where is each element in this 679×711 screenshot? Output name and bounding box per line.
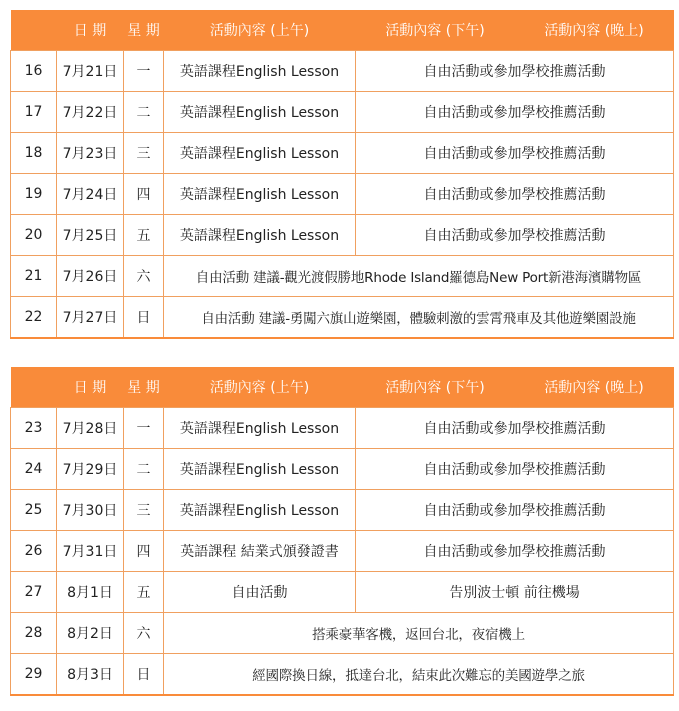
header-date: 日 期 [57, 10, 124, 51]
weekday-cell: 一 [124, 51, 164, 92]
weekday-cell: 六 [124, 613, 164, 654]
day-number-cell: 28 [11, 613, 57, 654]
morning-activity-cell: 英語課程English Lesson [164, 215, 356, 256]
weekday-cell: 四 [124, 174, 164, 215]
date-cell: 8月2日 [57, 613, 124, 654]
table-row [11, 449, 674, 490]
weekday-cell: 二 [124, 92, 164, 133]
afternoon-evening-activity-cell: 自由活動或參加學校推薦活動 [356, 174, 674, 215]
full-day-activity-cell: 經國際換日線，抵達台北，結束此次難忘的美國遊學之旅 [164, 654, 674, 696]
afternoon-evening-activity-cell: 自由活動或參加學校推薦活動 [356, 531, 674, 572]
day-number-cell: 19 [11, 174, 57, 215]
header-row [11, 10, 674, 51]
day-number-cell: 21 [11, 256, 57, 297]
afternoon-evening-activity-cell: 自由活動或參加學校推薦活動 [356, 133, 674, 174]
date-cell: 7月22日 [57, 92, 124, 133]
day-number-cell: 27 [11, 572, 57, 613]
header-weekday: 星 期 [124, 10, 164, 51]
date-cell: 7月26日 [57, 256, 124, 297]
afternoon-evening-activity-cell: 自由活動或參加學校推薦活動 [356, 92, 674, 133]
table-row [11, 572, 674, 613]
table-row [11, 613, 674, 654]
table-row [11, 92, 674, 133]
afternoon-evening-activity-cell: 自由活動或參加學校推薦活動 [356, 490, 674, 531]
full-day-activity-cell: 自由活動 建議-勇闖六旗山遊樂園，體驗刺激的雲霄飛車及其他遊樂園設施 [164, 297, 674, 339]
header-date: 日 期 [57, 367, 124, 408]
afternoon-evening-activity-cell: 自由活動或參加學校推薦活動 [356, 51, 674, 92]
date-cell: 7月27日 [57, 297, 124, 339]
weekday-cell: 日 [124, 297, 164, 339]
date-cell: 7月25日 [57, 215, 124, 256]
date-cell: 7月24日 [57, 174, 124, 215]
weekday-cell: 日 [124, 654, 164, 696]
header-row [11, 367, 674, 408]
header-evening: 活動內容 (晚上) [515, 367, 674, 408]
schedule-table-week-1 [10, 10, 674, 339]
afternoon-evening-activity-cell: 自由活動或參加學校推薦活動 [356, 449, 674, 490]
full-day-activity-cell: 自由活動 建議-觀光渡假勝地Rhode Island羅德島New Port新港海濱購物區 [164, 256, 674, 297]
full-day-activity-cell: 搭乘豪華客機，返回台北，夜宿機上 [164, 613, 674, 654]
day-number-cell: 24 [11, 449, 57, 490]
table-row [11, 654, 674, 696]
morning-activity-cell: 英語課程English Lesson [164, 133, 356, 174]
table-row [11, 531, 674, 572]
afternoon-evening-activity-cell: 自由活動或參加學校推薦活動 [356, 215, 674, 256]
weekday-cell: 六 [124, 256, 164, 297]
schedule-table-week-2 [10, 367, 674, 696]
table-body [11, 51, 674, 339]
header-evening: 活動內容 (晚上) [515, 10, 674, 51]
morning-activity-cell: 英語課程English Lesson [164, 92, 356, 133]
date-cell: 8月1日 [57, 572, 124, 613]
afternoon-evening-activity-cell: 自由活動或參加學校推薦活動 [356, 408, 674, 449]
day-number-cell: 17 [11, 92, 57, 133]
day-number-cell: 25 [11, 490, 57, 531]
day-number-cell: 20 [11, 215, 57, 256]
date-cell: 8月3日 [57, 654, 124, 696]
header-num [11, 367, 57, 408]
table-row [11, 297, 674, 339]
weekday-cell: 五 [124, 215, 164, 256]
morning-activity-cell: 英語課程English Lesson [164, 449, 356, 490]
date-cell: 7月23日 [57, 133, 124, 174]
header-num [11, 10, 57, 51]
day-number-cell: 22 [11, 297, 57, 339]
weekday-cell: 三 [124, 133, 164, 174]
weekday-cell: 三 [124, 490, 164, 531]
table-row [11, 133, 674, 174]
morning-activity-cell: 英語課程English Lesson [164, 490, 356, 531]
header-afternoon: 活動內容 (下午) [356, 10, 515, 51]
morning-activity-cell: 英語課程English Lesson [164, 51, 356, 92]
header-morning: 活動內容 (上午) [164, 10, 356, 51]
header-morning: 活動內容 (上午) [164, 367, 356, 408]
date-cell: 7月28日 [57, 408, 124, 449]
table-row [11, 174, 674, 215]
weekday-cell: 二 [124, 449, 164, 490]
morning-activity-cell: 英語課程English Lesson [164, 174, 356, 215]
weekday-cell: 四 [124, 531, 164, 572]
morning-activity-cell: 自由活動 [164, 572, 356, 613]
day-number-cell: 23 [11, 408, 57, 449]
header-weekday: 星 期 [124, 367, 164, 408]
table-row [11, 256, 674, 297]
table-row [11, 51, 674, 92]
day-number-cell: 29 [11, 654, 57, 696]
day-number-cell: 16 [11, 51, 57, 92]
table-row [11, 408, 674, 449]
day-number-cell: 26 [11, 531, 57, 572]
table-row [11, 215, 674, 256]
morning-activity-cell: 英語課程 結業式頒發證書 [164, 531, 356, 572]
weekday-cell: 五 [124, 572, 164, 613]
date-cell: 7月29日 [57, 449, 124, 490]
morning-activity-cell: 英語課程English Lesson [164, 408, 356, 449]
date-cell: 7月30日 [57, 490, 124, 531]
table-row [11, 490, 674, 531]
date-cell: 7月31日 [57, 531, 124, 572]
table-body [11, 408, 674, 696]
day-number-cell: 18 [11, 133, 57, 174]
afternoon-evening-activity-cell: 告別波士頓 前往機場 [356, 572, 674, 613]
header-afternoon: 活動內容 (下午) [356, 367, 515, 408]
weekday-cell: 一 [124, 408, 164, 449]
date-cell: 7月21日 [57, 51, 124, 92]
